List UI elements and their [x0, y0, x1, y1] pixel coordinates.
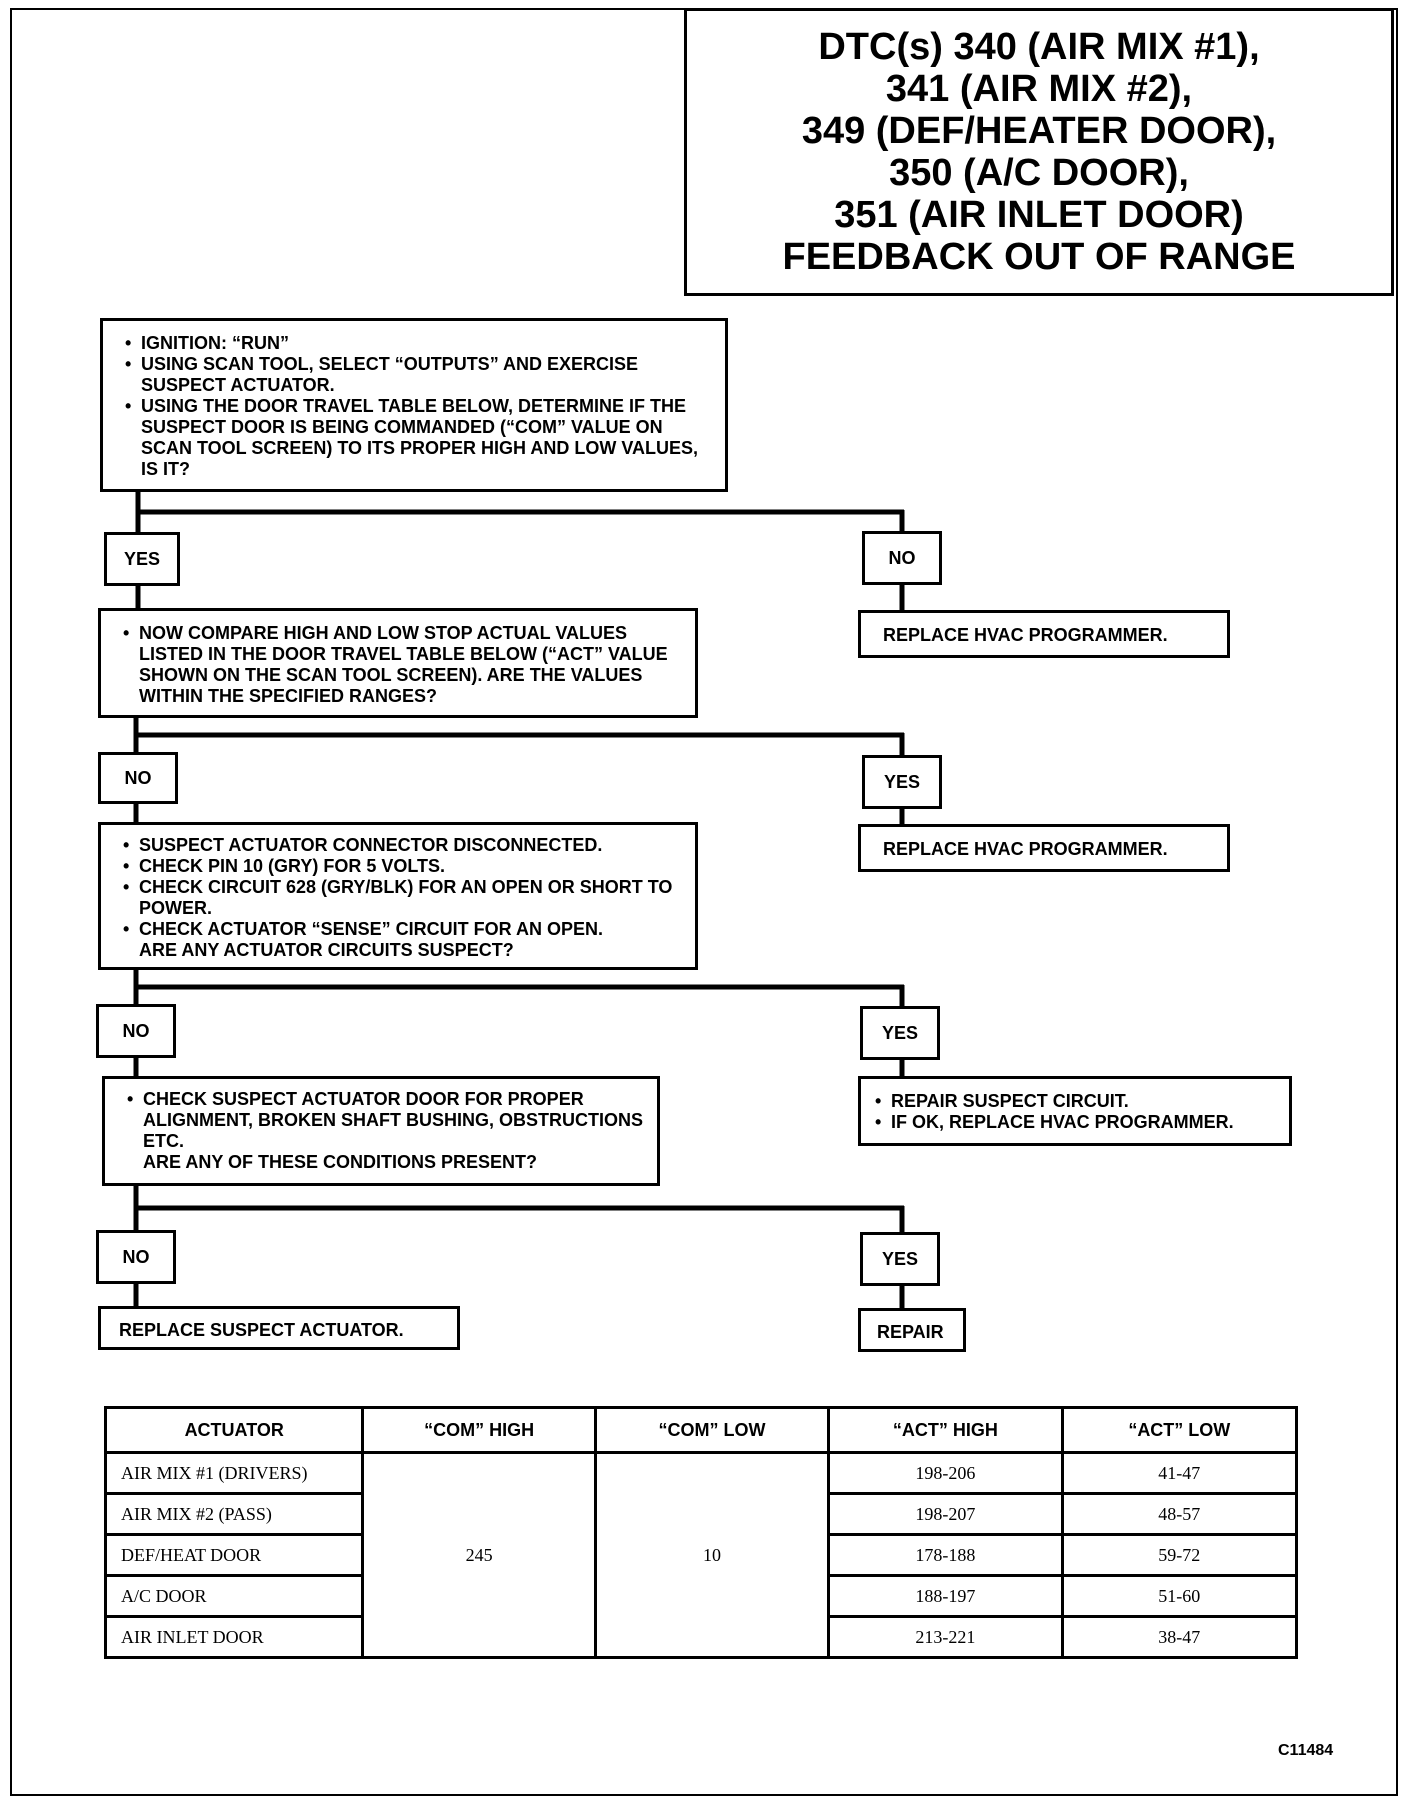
door-travel-table: [104, 1406, 1298, 1659]
col-header-com-low: “COM” LOW: [595, 1408, 828, 1453]
table-header-row: [106, 1408, 1297, 1453]
step1-yes-label: YES: [104, 532, 180, 586]
col-header-actuator: ACTUATOR: [106, 1408, 363, 1453]
col-header-act-high: “ACT” HIGH: [829, 1408, 1062, 1453]
step1-bullet: • USING SCAN TOOL, SELECT “OUTPUTS” AND EXERCISE SUSPECT ACTUATOR.: [125, 354, 713, 396]
step3-yes-action: • REPAIR SUSPECT CIRCUIT.: [875, 1091, 1281, 1112]
act-high-cell: 213-221: [829, 1617, 1062, 1658]
step4-box: [102, 1076, 660, 1186]
act-low-cell: 41-47: [1062, 1453, 1296, 1494]
step3-yes-action: • IF OK, REPLACE HVAC PROGRAMMER.: [875, 1112, 1281, 1133]
step3-bullet: • CHECK PIN 10 (GRY) FOR 5 VOLTS.: [123, 856, 685, 877]
step3-box: [98, 822, 698, 970]
act-low-cell: 51-60: [1062, 1576, 1296, 1617]
step3-bullet: • CHECK CIRCUIT 628 (GRY/BLK) FOR AN OPEN OR SHORT TO POWER.: [123, 877, 685, 919]
figure-code: C11484: [1278, 1742, 1334, 1759]
act-high-cell: 198-207: [829, 1494, 1062, 1535]
act-low-cell: 38-47: [1062, 1617, 1296, 1658]
col-header-act-low: “ACT” LOW: [1062, 1408, 1296, 1453]
act-high-cell: 198-206: [829, 1453, 1062, 1494]
step4-bullet: • CHECK SUSPECT ACTUATOR DOOR FOR PROPER ALIGNMENT, BROKEN SHAFT BUSHING, OBSTRUCTIONS ETC.: [127, 1089, 647, 1152]
com-low-cell: 10: [595, 1453, 828, 1658]
step2-box: [98, 608, 698, 718]
step1-no-action: REPLACE HVAC PROGRAMMER.: [858, 610, 1230, 658]
step1-no-label: NO: [862, 531, 942, 585]
step3-question: ARE ANY ACTUATOR CIRCUITS SUSPECT?: [139, 940, 514, 960]
actuator-cell: A/C DOOR: [106, 1576, 363, 1617]
step3-yes-actions: [858, 1076, 1292, 1146]
step2-yes-action: REPLACE HVAC PROGRAMMER.: [858, 824, 1230, 872]
table-row: [106, 1453, 1297, 1494]
step4-yes-action: REPAIR: [858, 1308, 966, 1352]
act-high-cell: 178-188: [829, 1535, 1062, 1576]
act-high-cell: 188-197: [829, 1576, 1062, 1617]
step3-bullet: • CHECK ACTUATOR “SENSE” CIRCUIT FOR AN OPEN.: [123, 919, 685, 940]
step3-bullet: • SUSPECT ACTUATOR CONNECTOR DISCONNECTED.: [123, 835, 685, 856]
step3-yes-label: YES: [860, 1006, 940, 1060]
step1-bullet: • IGNITION: “RUN”: [125, 333, 713, 354]
step2-bullet: • NOW COMPARE HIGH AND LOW STOP ACTUAL VALUES LISTED IN THE DOOR TRAVEL TABLE BELOW (“ACT” VALUE SHOWN ON THE SCAN TOOL SCREEN). ARE THE VALUES WITHIN THE SPECIFIED RANGES?: [123, 623, 685, 707]
title-line: FEEDBACK OUT OF RANGE: [782, 236, 1296, 278]
step4-question: ARE ANY OF THESE CONDITIONS PRESENT?: [143, 1152, 538, 1172]
step4-yes-label: YES: [860, 1232, 940, 1286]
col-header-com-high: “COM” HIGH: [363, 1408, 595, 1453]
actuator-cell: DEF/HEAT DOOR: [106, 1535, 363, 1576]
actuator-cell: AIR INLET DOOR: [106, 1617, 363, 1658]
com-high-cell: 245: [363, 1453, 595, 1658]
step4-no-action: REPLACE SUSPECT ACTUATOR.: [98, 1306, 460, 1350]
step4-no-label: NO: [96, 1230, 176, 1284]
title-line: DTC(s) 340 (AIR MIX #1),: [818, 26, 1260, 68]
title-line: 341 (AIR MIX #2),: [885, 68, 1193, 110]
title-line: 349 (DEF/HEATER DOOR),: [801, 110, 1277, 152]
step3-no-label: NO: [96, 1004, 176, 1058]
title-line: 350 (A/C DOOR),: [889, 152, 1189, 194]
step2-no-label: NO: [98, 752, 178, 804]
act-low-cell: 59-72: [1062, 1535, 1296, 1576]
step2-yes-label: YES: [862, 755, 942, 809]
step1-bullet: • USING THE DOOR TRAVEL TABLE BELOW, DETERMINE IF THE SUSPECT DOOR IS BEING COMMANDED (“COM” VALUE ON SCAN TOOL SCREEN) TO ITS PROPER HIGH AND LOW VALUES, IS IT?: [125, 396, 713, 480]
act-low-cell: 48-57: [1062, 1494, 1296, 1535]
actuator-cell: AIR MIX #2 (PASS): [106, 1494, 363, 1535]
title-line: 351 (AIR INLET DOOR): [834, 194, 1244, 236]
step1-box: [100, 318, 728, 492]
actuator-cell: AIR MIX #1 (DRIVERS): [106, 1453, 363, 1494]
